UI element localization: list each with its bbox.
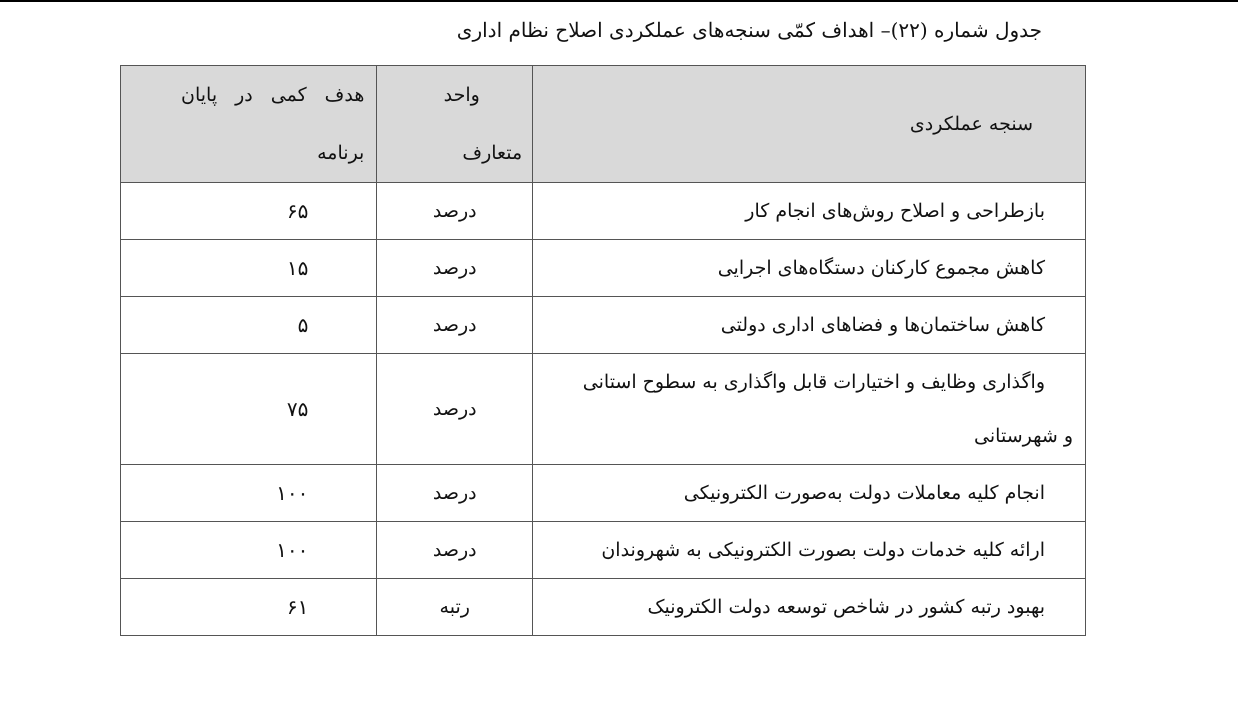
- unit-cell: درصد: [377, 354, 533, 465]
- header-target: [121, 66, 377, 183]
- unit-cell: درصد: [377, 240, 533, 297]
- metric-cell: [533, 354, 1086, 465]
- unit-cell: درصد: [377, 465, 533, 522]
- header-target-line2: برنامه: [317, 142, 365, 164]
- unit-cell: درصد: [377, 522, 533, 579]
- target-cell: ۱۰۰: [121, 522, 377, 579]
- metric-cell: بازطراحی و اصلاح روش‌های انجام کار: [533, 183, 1086, 240]
- header-unit: [377, 66, 533, 183]
- metrics-table: [120, 65, 1086, 636]
- header-target-line1: هدف کمی در پایان: [181, 84, 365, 106]
- metric-line2: و شهرستانی: [974, 425, 1073, 447]
- table-row: [121, 297, 1086, 354]
- header-row: [121, 66, 1086, 183]
- metric-cell: کاهش ساختمان‌ها و فضاهای اداری دولتی: [533, 297, 1086, 354]
- unit-cell: درصد: [377, 297, 533, 354]
- table-row: [121, 579, 1086, 636]
- unit-cell: رتبه: [377, 579, 533, 636]
- top-rule: [0, 0, 1238, 2]
- header-metric: سنجه عملکردی: [533, 66, 1086, 183]
- metric-line1: واگذاری وظایف و اختیارات قابل واگذاری به سطوح استانی: [582, 371, 1045, 393]
- table-row: [121, 522, 1086, 579]
- target-cell: ۶۵: [121, 183, 377, 240]
- target-cell: ۱۰۰: [121, 465, 377, 522]
- header-unit-line2: متعارف: [462, 142, 523, 164]
- metric-cell: بهبود رتبه کشور در شاخص توسعه دولت الکترونیک: [533, 579, 1086, 636]
- metric-cell: انجام کلیه معاملات دولت به‌صورت الکترونیکی: [533, 465, 1086, 522]
- table-row: [121, 354, 1086, 465]
- table-row: [121, 465, 1086, 522]
- header-unit-line1: واحد: [443, 84, 480, 106]
- table-row: [121, 240, 1086, 297]
- target-cell: ۵: [121, 297, 377, 354]
- table-caption: جدول شماره (۲۲)– اهداف کمّی سنجه‌های عملکردی اصلاح نظام اداری: [456, 18, 1042, 42]
- metric-cell: کاهش مجموع کارکنان دستگاه‌های اجرایی: [533, 240, 1086, 297]
- target-cell: ۱۵: [121, 240, 377, 297]
- metric-cell: ارائه کلیه خدمات دولت بصورت الکترونیکی به شهروندان: [533, 522, 1086, 579]
- table-row: [121, 183, 1086, 240]
- unit-cell: درصد: [377, 183, 533, 240]
- target-cell: ۶۱: [121, 579, 377, 636]
- target-cell: ۷۵: [121, 354, 377, 465]
